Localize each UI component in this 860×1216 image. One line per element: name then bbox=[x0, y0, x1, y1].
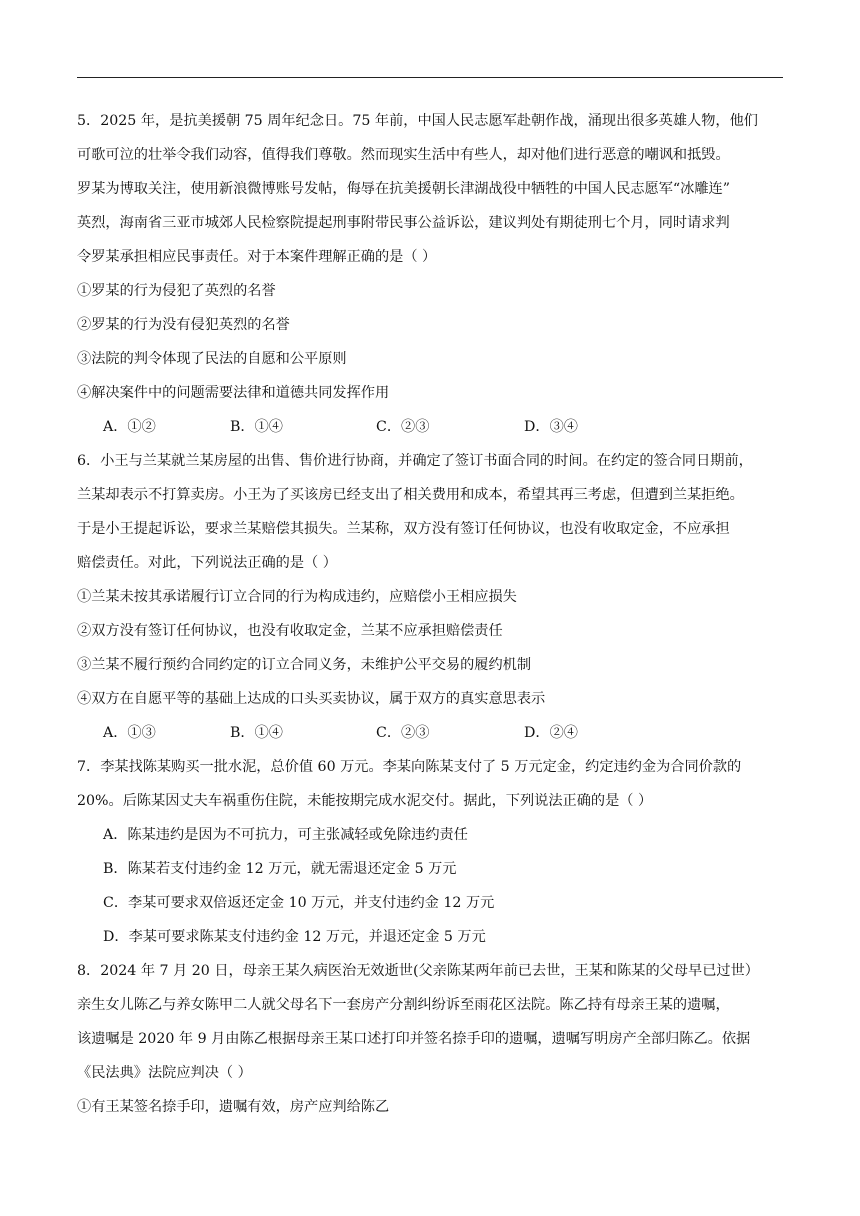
question-stem-line: 《民法典》法院应判决（ ） bbox=[77, 1065, 252, 1081]
statement-item: ①有王某签名捺手印，遗嘱有效，房产应判给陈乙 bbox=[77, 1099, 390, 1115]
question-7 bbox=[77, 750, 785, 954]
question-stem-line: 赔偿责任。对此，下列说法正确的是（ ） bbox=[77, 555, 337, 571]
option-c: C．②③ bbox=[376, 419, 430, 435]
option-b: B．①④ bbox=[230, 419, 283, 435]
question-stem-line: 7．李某找陈某购买一批水泥，总价值 60 万元。李某向陈某支付了 5 万元定金，约定违约金为合同价款的 bbox=[77, 759, 742, 775]
statement-item: ②双方没有签订任何协议，也没有收取定金，兰某不应承担赔偿责任 bbox=[77, 623, 503, 639]
question-stem-line: 5．2025 年，是抗美援朝 75 周年纪念日。75 年前，中国人民志愿军赴朝作战，涌现出很多英雄人物，他们 bbox=[77, 113, 758, 129]
question-stem-line: 令罗某承担相应民事责任。对于本案件理解正确的是（ ） bbox=[77, 249, 437, 265]
option-d: D．②④ bbox=[524, 725, 578, 741]
question-stem-line: 于是小王提起诉讼，要求兰某赔偿其损失。兰某称，双方没有签订任何协议，也没有收取定金，不应承担 bbox=[77, 521, 730, 537]
question-stem-line: 兰某却表示不打算卖房。小王为了买该房已经支出了相关费用和成本，希望其再三考虑，但遭到兰某拒绝。 bbox=[77, 487, 744, 503]
question-stem-line: 6．小王与兰某就兰某房屋的出售、售价进行协商，并确定了签订书面合同的时间。在约定的签合同日期前， bbox=[77, 453, 753, 469]
option-d: D．③④ bbox=[524, 419, 578, 435]
exam-content bbox=[77, 104, 785, 1124]
question-stem-line: 亲生女儿陈乙与养女陈甲二人就父母名下一套房产分割纠纷诉至雨花区法院。陈乙持有母亲王某的遗嘱， bbox=[77, 997, 730, 1013]
option-a: A．①② bbox=[103, 419, 156, 435]
statement-item: ①兰某未按其承诺履行订立合同的行为构成违约，应赔偿小王相应损失 bbox=[77, 589, 517, 605]
question-6 bbox=[77, 444, 785, 750]
choice-d: D．李某可要求陈某支付违约金 12 万元，并退还定金 5 万元 bbox=[103, 929, 486, 945]
statement-item: ③兰某不履行预约合同约定的订立合同义务，未维护公平交易的履约机制 bbox=[77, 657, 532, 673]
answer-options bbox=[77, 410, 785, 444]
statement-item: ②罗某的行为没有侵犯英烈的名誉 bbox=[77, 317, 290, 333]
header-rule bbox=[77, 77, 783, 78]
statement-item: ①罗某的行为侵犯了英烈的名誉 bbox=[77, 283, 276, 299]
choice-c: C．李某可要求双倍返还定金 10 万元，并支付违约金 12 万元 bbox=[103, 895, 495, 911]
option-b: B．①④ bbox=[230, 725, 283, 741]
question-stem-line: 8．2024 年 7 月 20 日，母亲王某久病医治无效逝世(父亲陈某两年前已去世，王某和陈某的父母早已过世） bbox=[77, 963, 759, 979]
statement-item: ④解决案件中的问题需要法律和道德共同发挥作用 bbox=[77, 385, 390, 401]
question-stem-line: 英烈，海南省三亚市城郊人民检察院提起刑事附带民事公益诉讼，建议判处有期徒刑七个月，同时请求判 bbox=[77, 215, 730, 231]
option-a: A．①③ bbox=[103, 725, 156, 741]
option-c: C．②③ bbox=[376, 725, 430, 741]
choice-b: B．陈某若支付违约金 12 万元，就无需退还定金 5 万元 bbox=[103, 861, 457, 877]
statement-item: ③法院的判令体现了民法的自愿和公平原则 bbox=[77, 351, 347, 367]
question-stem-line: 可歌可泣的壮举令我们动容，值得我们尊敬。然而现实生活中有些人，却对他们进行恶意的嘲讽和抵毁。 bbox=[77, 147, 730, 163]
statement-item: ④双方在自愿平等的基础上达成的口头买卖协议，属于双方的真实意思表示 bbox=[77, 691, 546, 707]
question-stem-line: 该遗嘱是 2020 年 9 月由陈乙根据母亲王某口述打印并签名捺手印的遗嘱，遗嘱写明房产全部归陈乙。依据 bbox=[77, 1031, 751, 1047]
choice-a: A．陈某违约是因为不可抗力，可主张减轻或免除违约责任 bbox=[103, 827, 468, 843]
question-5 bbox=[77, 104, 785, 444]
question-8 bbox=[77, 954, 785, 1124]
answer-options bbox=[77, 716, 785, 750]
question-stem-line: 罗某为博取关注，使用新浪微博账号发帖，侮辱在抗美援朝长津湖战役中牺牲的中国人民志愿军“冰雕连” bbox=[77, 181, 730, 197]
question-stem-line: 20%。后陈某因丈夫车祸重伤住院，未能按期完成水泥交付。据此，下列说法正确的是（ ） bbox=[77, 793, 653, 809]
